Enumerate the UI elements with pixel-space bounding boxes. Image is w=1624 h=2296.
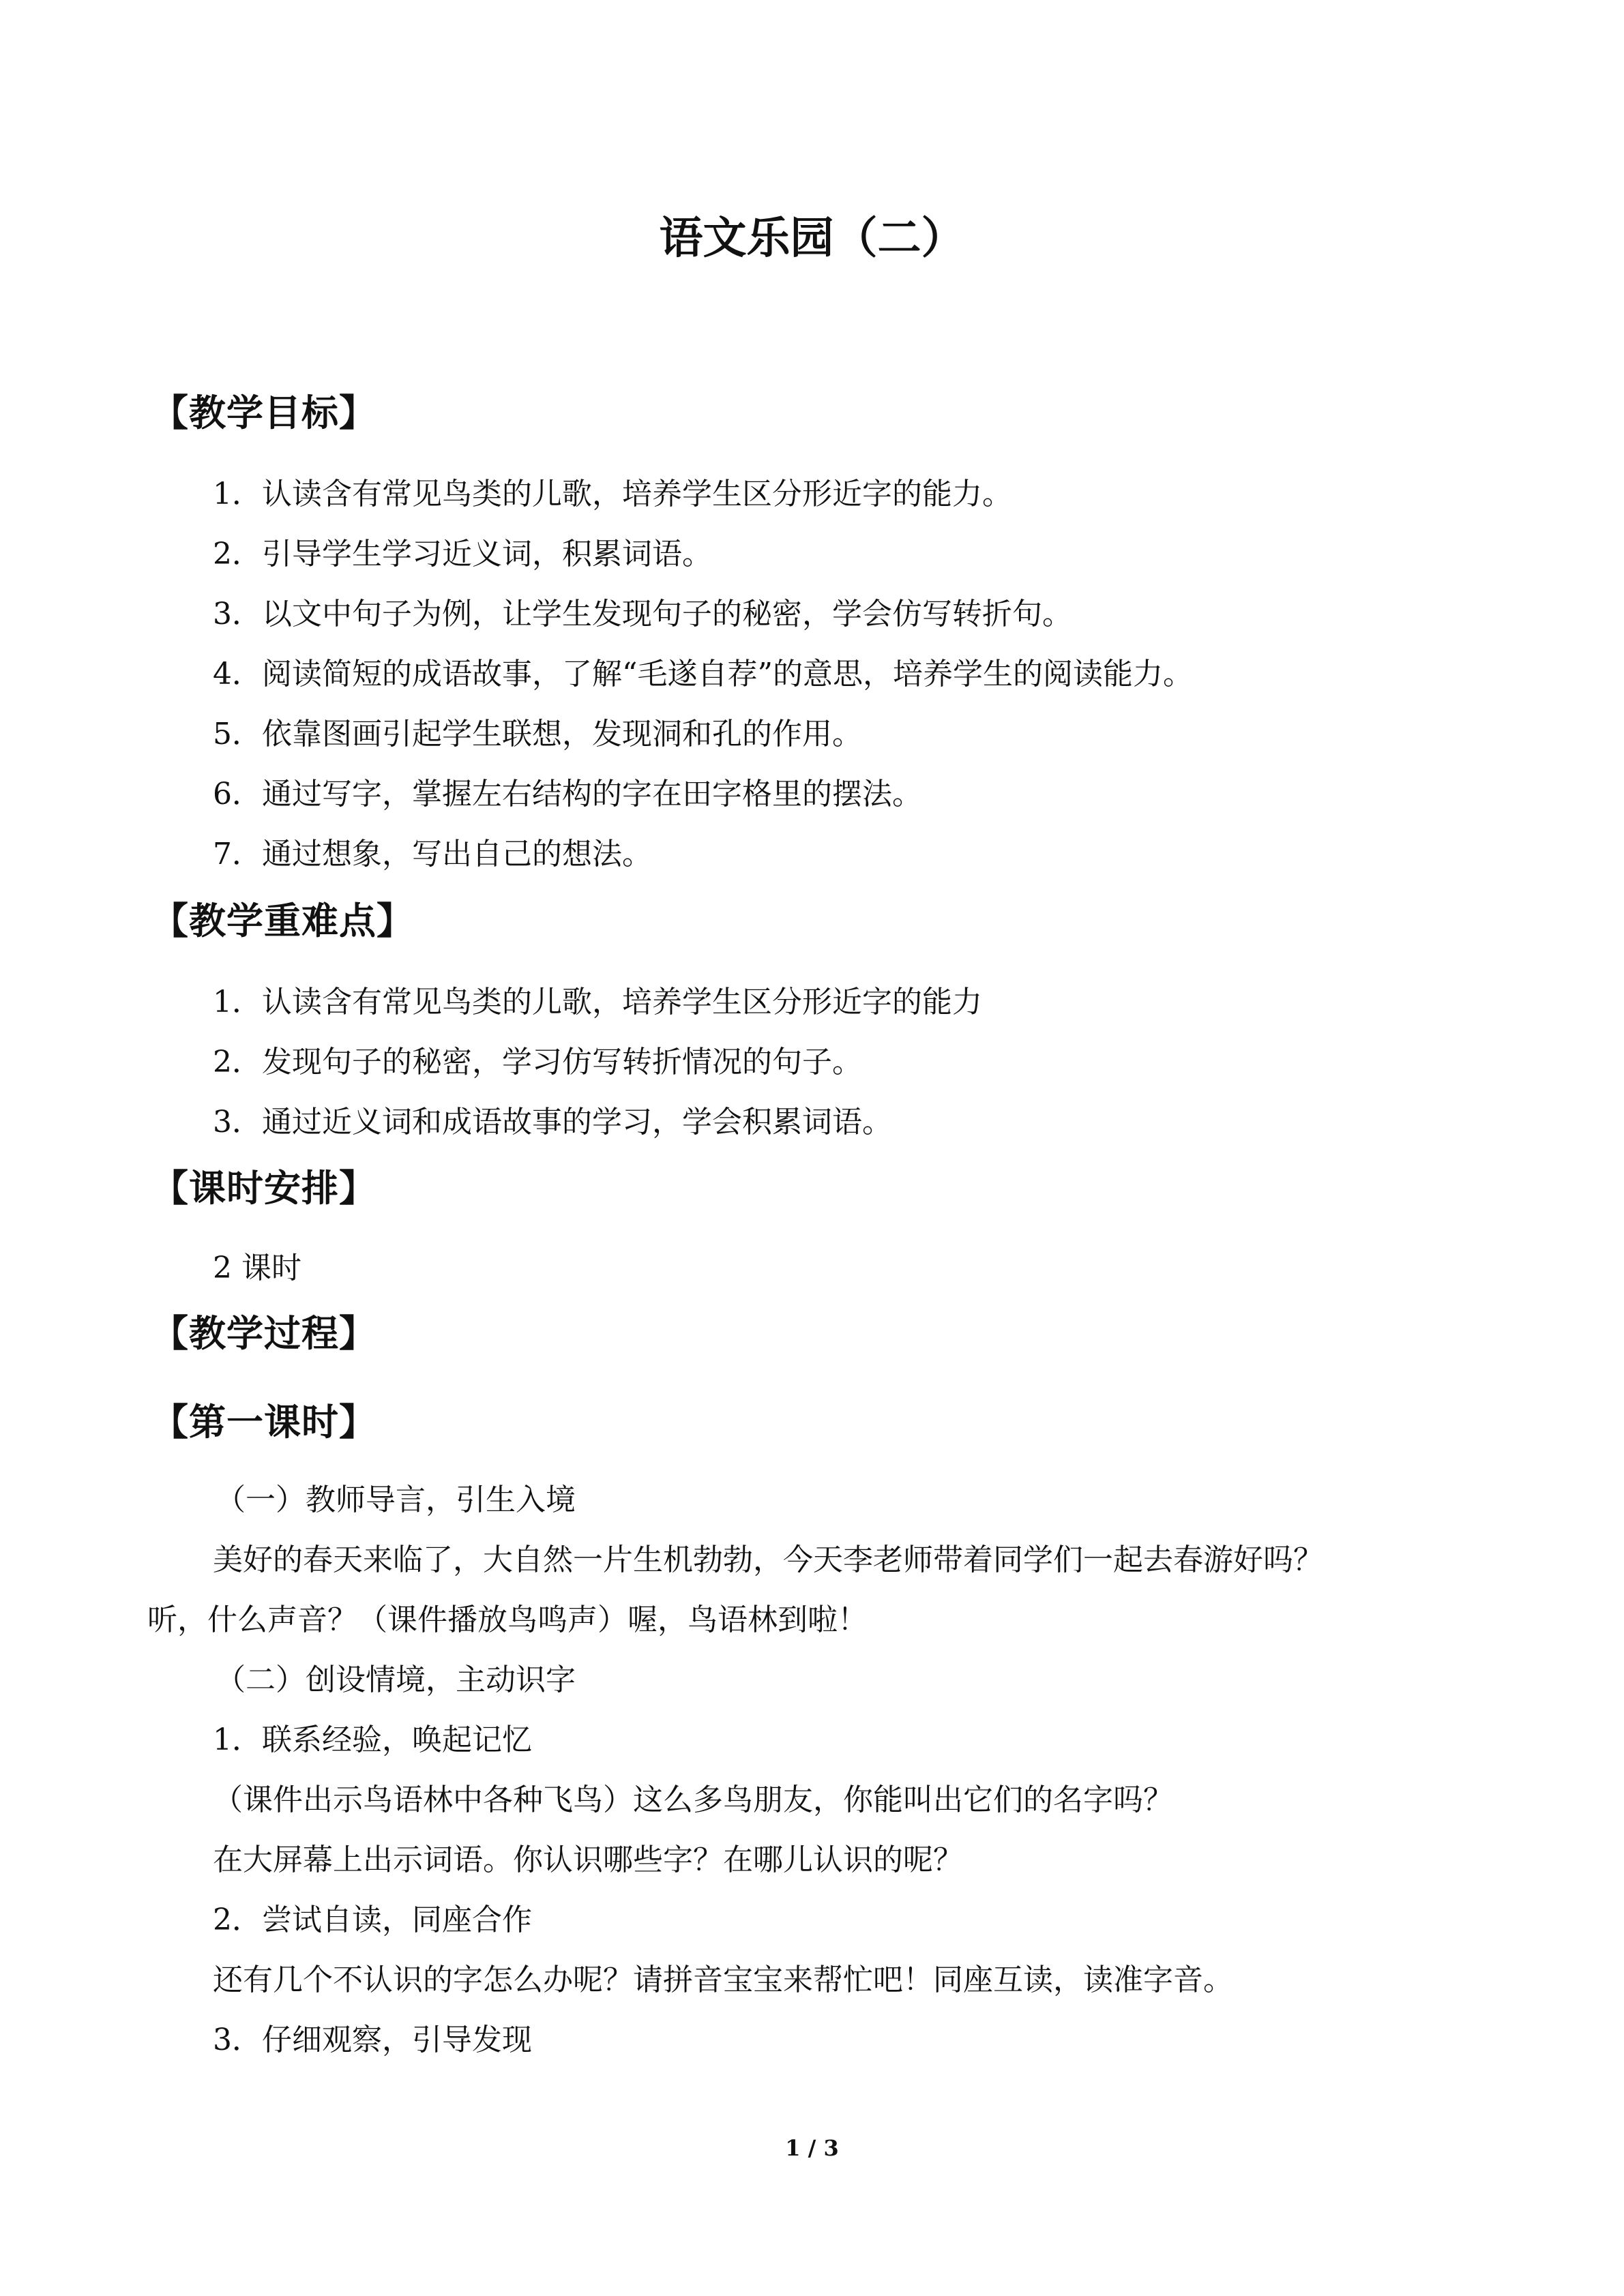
lesson1-line: （课件出示鸟语林中各种飞鸟）这么多鸟朋友，你能叫出它们的名字吗？ — [213, 1783, 1173, 1817]
lesson1-line: 3．仔细观察，引导发现 — [213, 2023, 532, 2057]
lesson1-heading: 【第一课时】 — [151, 1400, 377, 1444]
lesson1-line: （一）教师导言，引生入境 — [216, 1482, 576, 1517]
goal-item: 3．以文中句子为例，让学生发现句子的秘密，学会仿写转折句。 — [213, 597, 1072, 631]
schedule-heading: 【课时安排】 — [151, 1166, 377, 1210]
goal-item: 7．通过想象，写出自己的想法。 — [213, 837, 652, 871]
goal-item: 6．通过写字，掌握左右结构的字在田字格里的摆法。 — [213, 777, 922, 811]
goal-item: 5．依靠图画引起学生联想，发现洞和孔的作用。 — [213, 717, 862, 751]
schedule-text: 2 课时 — [213, 1251, 301, 1285]
lesson1-line: 在大屏幕上出示词语。你认识哪些字？在哪儿认识的呢？ — [213, 1843, 963, 1877]
lesson1-line: （二）创设情境，主动识字 — [216, 1663, 576, 1697]
goal-item: 4．阅读简短的成语故事，了解“毛遂自荐”的意思，培养学生的阅读能力。 — [213, 657, 1193, 691]
goals-heading: 【教学目标】 — [151, 391, 377, 434]
goal-item: 1．认读含有常见鸟类的儿歌，培养学生区分形近字的能力。 — [213, 477, 1012, 511]
key-point-item: 2．发现句子的秘密，学习仿写转折情况的句子。 — [213, 1045, 862, 1079]
key-point-item: 3．通过近义词和成语故事的学习，学会积累词语。 — [213, 1105, 892, 1139]
process-heading: 【教学过程】 — [151, 1311, 377, 1355]
lesson1-line: 还有几个不认识的字怎么办呢？请拼音宝宝来帮忙吧！同座互读，读准字音。 — [213, 1963, 1233, 1997]
lesson1-line: 1．联系经验，唤起记忆 — [213, 1723, 532, 1757]
lesson1-line: 2．尝试自读，同座合作 — [213, 1903, 532, 1937]
lesson1-line: 听，什么声音？（课件播放鸟鸣声）喔，鸟语林到啦！ — [147, 1602, 868, 1637]
key-points-heading: 【教学重难点】 — [151, 899, 414, 942]
lesson1-line: 美好的春天来临了，大自然一片生机勃勃，今天李老师带着同学们一起去春游好吗？ — [213, 1542, 1323, 1577]
key-point-item: 1．认读含有常见鸟类的儿歌，培养学生区分形近字的能力 — [213, 985, 982, 1019]
page-number: 1 / 3 — [785, 2135, 839, 2161]
page-title: 语文乐园（二） — [659, 213, 965, 264]
goal-item: 2．引导学生学习近义词，积累词语。 — [213, 537, 712, 571]
